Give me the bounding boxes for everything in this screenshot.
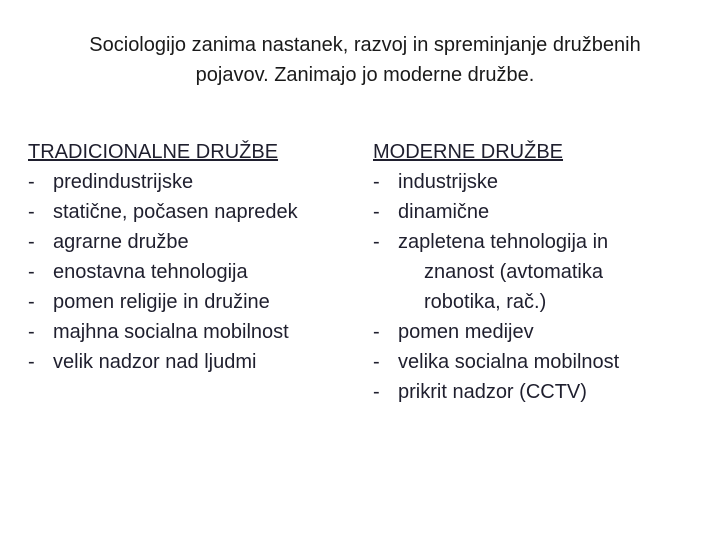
list-item [28,197,358,227]
list-item-text: majhna socialna mobilnost [53,321,289,343]
list-item-text: dinamične [398,201,490,223]
list-item-text: velika socialna mobilnost [398,351,620,373]
list-item-text: enostavna tehnologija [53,261,248,283]
bullet-dash: - [28,291,35,313]
list-item-text: pomen religije in družine [53,291,270,313]
list-item [373,167,713,197]
list-item [28,317,358,347]
bullet-dash: - [28,201,35,223]
bullet-dash: - [373,381,380,403]
list-item-text: industrijske [398,171,499,193]
list-item [373,227,713,317]
bullet-dash: - [28,171,35,193]
list-item [28,167,358,197]
list-item [373,317,713,347]
bullet-dash: - [28,231,35,253]
list-item-text: prikrit nadzor (CCTV) [398,381,587,403]
traditional-heading: TRADICIONALNE DRUŽBE [28,141,279,163]
bullet-dash: - [373,231,380,253]
bullet-dash: - [373,351,380,373]
list-item-text: agrarne družbe [53,231,189,253]
bullet-dash: - [373,201,380,223]
list-item [373,197,713,227]
title-line-2: pojavov. Zanimajo jo moderne družbe. [195,64,535,86]
list-item [28,257,358,287]
list-item-text-line: zapletena tehnologija in [398,231,609,253]
slide-title [40,30,690,90]
bullet-dash: - [28,261,35,283]
list-item [28,227,358,257]
list-item-text-line: robotika, rač.) [424,291,547,313]
modern-list [373,167,713,407]
list-item [28,287,358,317]
modern-heading: MODERNE DRUŽBE [373,141,564,163]
bullet-dash: - [373,321,380,343]
modern-societies-column [373,137,713,407]
traditional-list [28,167,358,377]
list-item [373,377,713,407]
list-item-text: pomen medijev [398,321,534,343]
list-item-text: predindustrijske [53,171,194,193]
bullet-dash: - [28,351,35,373]
list-item [373,347,713,377]
bullet-dash: - [373,171,380,193]
list-item-text: statične, počasen napredek [53,201,298,223]
list-item-text-line: znanost (avtomatika [424,261,603,283]
traditional-societies-column [28,137,358,377]
list-item-text: velik nadzor nad ljudmi [53,351,257,373]
list-item [28,347,358,377]
bullet-dash: - [28,321,35,343]
title-line-1: Sociologijo zanima nastanek, razvoj in spreminjanje družbenih [89,34,641,56]
